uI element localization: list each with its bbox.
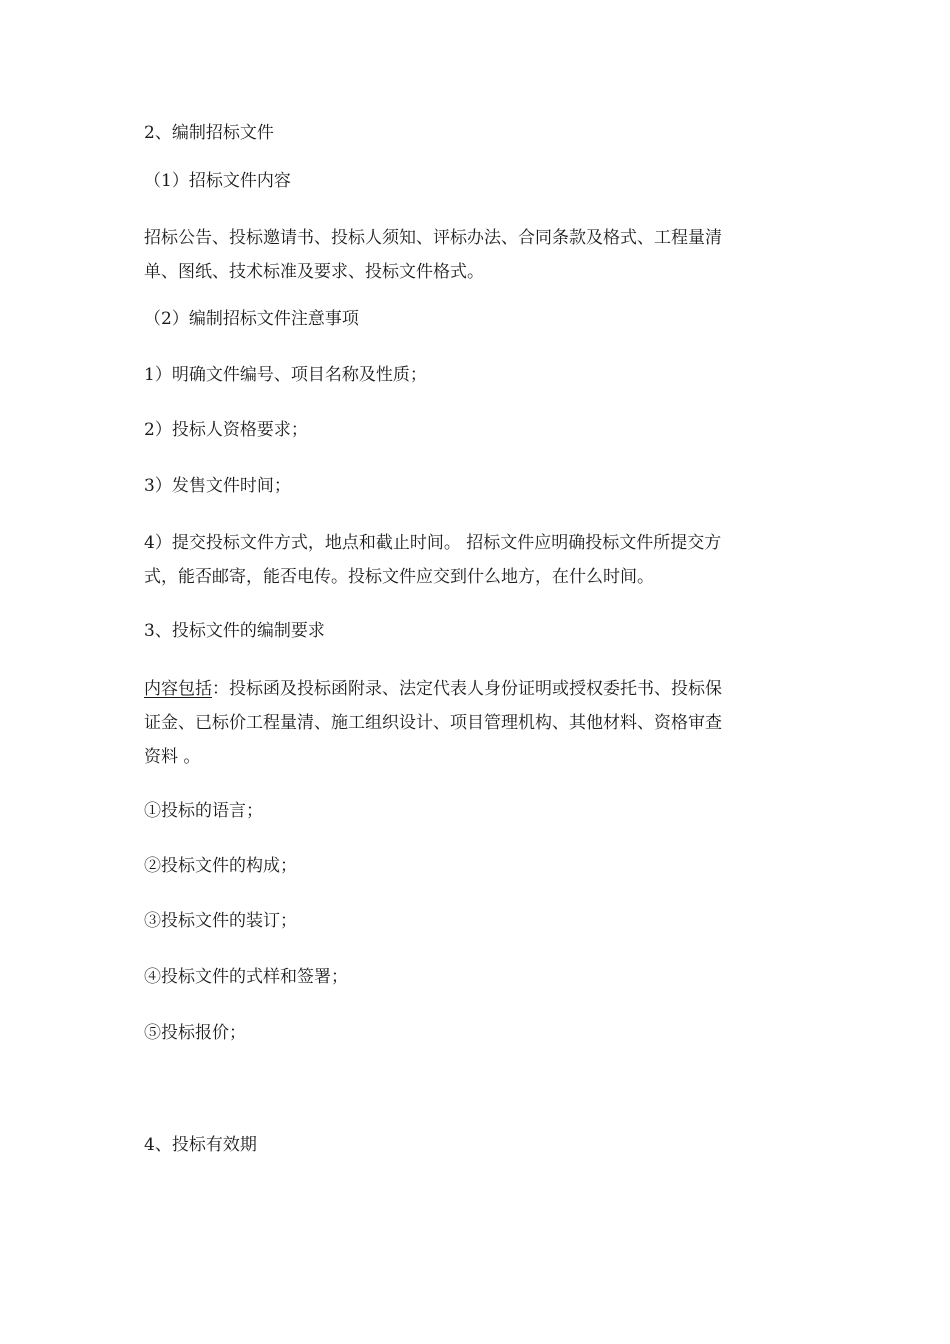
- paragraph-line: 单、图纸、技术标准及要求、投标文件格式。: [144, 262, 484, 282]
- content-label: 内容包括: [144, 679, 212, 699]
- paragraph-line: 招标公告、投标邀请书、投标人须知、评标办法、合同条款及格式、工程量清: [144, 228, 722, 248]
- section-heading-2: 2、编制招标文件: [144, 123, 274, 143]
- list-item: ④投标文件的式样和签署；: [144, 967, 348, 987]
- paragraph-line: 资料 。: [144, 747, 201, 767]
- list-item: [144, 526, 806, 594]
- section-heading-4: 4、投标有效期: [144, 1135, 257, 1155]
- list-item: ①投标的语言；: [144, 801, 263, 821]
- content-text: ：投标函及投标函附录、法定代表人身份证明或授权委托书、投标保: [212, 679, 722, 699]
- subheading-tender-content: （1）招标文件内容: [144, 171, 291, 191]
- paragraph-line: 证金、已标价工程量清、施工组织设计、项目管理机构、其他材料、资格审查: [144, 713, 722, 733]
- paragraph-line: [144, 672, 806, 706]
- list-item: 2）投标人资格要求；: [144, 420, 308, 440]
- list-item: ③投标文件的装订；: [144, 911, 297, 931]
- list-item: ②投标文件的构成；: [144, 856, 297, 876]
- list-item: 1）明确文件编号、项目名称及性质；: [144, 365, 427, 385]
- content-paragraph: [144, 672, 806, 774]
- section-heading-3: 3、投标文件的编制要求: [144, 621, 325, 641]
- subheading-notes: （2）编制招标文件注意事项: [144, 309, 359, 329]
- paragraph-line: 4）提交投标文件方式，地点和截止时间。 招标文件应明确投标文件所提交方: [144, 533, 722, 553]
- list-item: ⑤投标报价；: [144, 1023, 246, 1043]
- list-item: 3）发售文件时间；: [144, 476, 291, 496]
- paragraph-line: 式，能否邮寄，能否电传。投标文件应交到什么地方，在什么时间。: [144, 567, 654, 587]
- tender-content-paragraph: [144, 221, 806, 289]
